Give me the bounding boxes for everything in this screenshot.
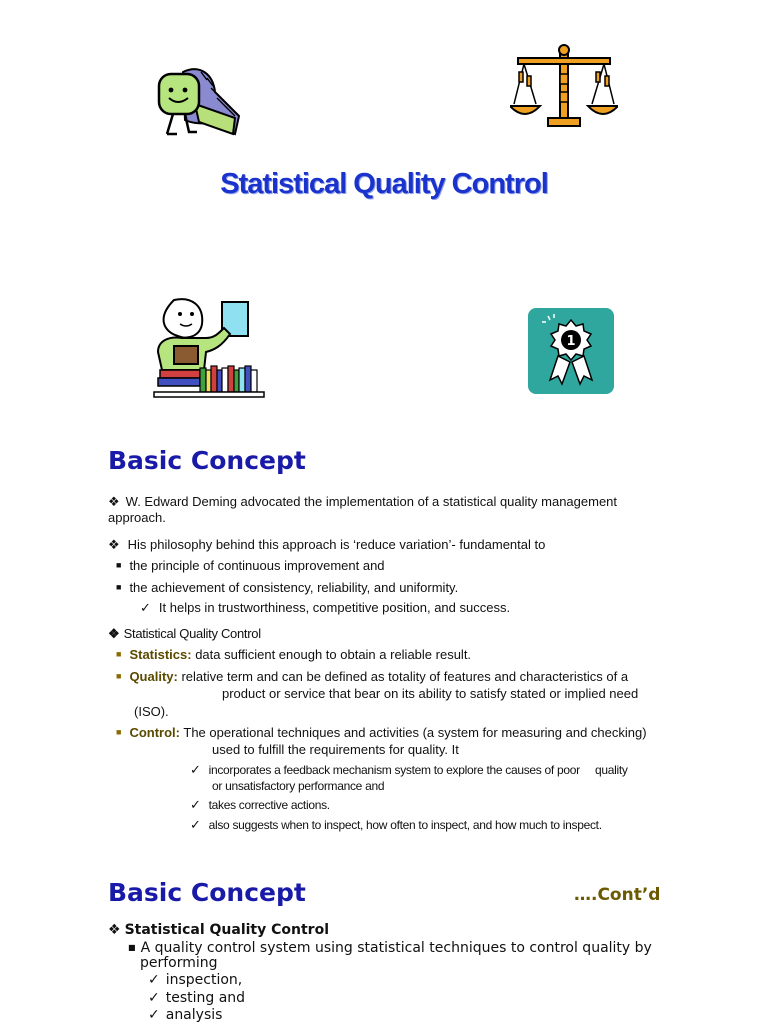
slide-title: Statistical Quality Control bbox=[220, 168, 548, 200]
list-item: ✓ also suggests when to inspect, how often to inspect, and how much to inspect. bbox=[190, 817, 602, 832]
square-bullet-icon: ■ bbox=[128, 943, 136, 952]
list-item: ■ the achievement of consistency, reliability, and uniformity. bbox=[116, 580, 459, 595]
square-bullet-icon: ■ bbox=[116, 582, 122, 592]
control-check-continuation: or unsatisfactory performance and bbox=[212, 779, 385, 793]
diamond-bullet-icon: ❖ bbox=[108, 537, 120, 552]
list-item: ■ A quality control system using statistical techniques to control quality by bbox=[128, 940, 652, 956]
section-heading-basic-concept: Basic Concept bbox=[108, 446, 306, 475]
list-item: ✓ incorporates a feedback mechanism system to explore the causes of poor quality bbox=[190, 762, 628, 777]
diamond-bullet-icon: ❖ bbox=[108, 494, 120, 509]
square-bullet-icon: ■ bbox=[116, 649, 122, 659]
square-bullet-icon: ■ bbox=[116, 560, 122, 570]
checkmark-icon: ✓ bbox=[140, 600, 151, 615]
checkmark-icon: ✓ bbox=[148, 972, 160, 988]
checkmark-icon: ✓ bbox=[190, 797, 201, 812]
diamond-bullet-icon: ❖ bbox=[108, 922, 121, 938]
square-bullet-icon: ■ bbox=[116, 727, 122, 737]
philosophy-paragraph: ❖ His philosophy behind this approach is ‘reduce variation’- fundamental to bbox=[108, 537, 546, 552]
control-continuation: used to fulfill the requirements for quality. It bbox=[212, 742, 459, 757]
list-item: ✓ analysis bbox=[148, 1007, 223, 1023]
worker-with-books-icon bbox=[152, 296, 268, 400]
list-continuation: performing bbox=[140, 955, 218, 971]
sqc-subheading: ❖ Statistical Quality Control bbox=[108, 626, 261, 641]
tape-measure-icon bbox=[155, 64, 245, 138]
section-heading-basic-concept-contd: Basic Concept bbox=[108, 878, 306, 907]
list-item: ■ Control: The operational techniques and activities (a system for measuring and checking) bbox=[116, 725, 647, 740]
deming-paragraph: ❖ W. Edward Deming advocated the implementation of a statistical quality management approach. bbox=[108, 494, 618, 525]
balance-scale-icon bbox=[510, 44, 618, 132]
checkmark-icon: ✓ bbox=[190, 762, 201, 777]
square-bullet-icon: ■ bbox=[116, 671, 122, 681]
svg-text:1: 1 bbox=[566, 334, 576, 349]
list-item: ✓ takes corrective actions. bbox=[190, 797, 330, 812]
list-item: ■ the principle of continuous improvement and bbox=[116, 558, 385, 573]
list-item: ■ Quality: relative term and can be defined as totality of features and characteristics of a bbox=[116, 669, 629, 684]
list-item: ■ Statistics: data sufficient enough to obtain a reliable result. bbox=[116, 647, 472, 662]
quality-continuation: product or service that bear on its ability to satisfy stated or implied need bbox=[222, 686, 639, 701]
list-item: ✓ testing and bbox=[148, 990, 246, 1006]
diamond-bullet-icon: ❖ bbox=[108, 626, 120, 641]
quality-continuation: (ISO). bbox=[134, 704, 169, 719]
award-ribbon-icon bbox=[528, 308, 616, 394]
list-item: ✓ It helps in trustworthiness, competitive position, and success. bbox=[140, 600, 511, 615]
checkmark-icon: ✓ bbox=[148, 990, 160, 1006]
checkmark-icon: ✓ bbox=[190, 817, 201, 832]
checkmark-icon: ✓ bbox=[148, 1007, 160, 1023]
list-item: ✓ inspection, bbox=[148, 972, 243, 988]
sqc-subheading: ❖ Statistical Quality Control bbox=[108, 922, 329, 938]
contd-label: ….Cont’d bbox=[574, 885, 661, 905]
